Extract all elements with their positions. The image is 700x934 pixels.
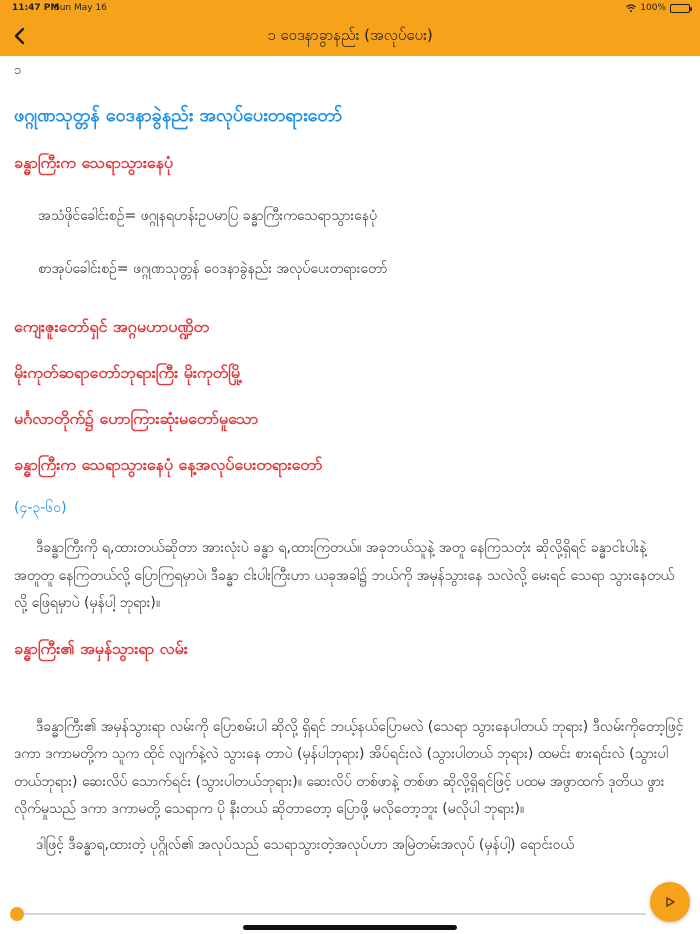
sermon-title: ဖဂ္ဂုဏသုတ္တန် ဝေဒနာခွဲနည်း အလုပ်ပေးတရားတော်	[14, 105, 343, 126]
section-heading: ခန္ဓာကြီး၏ အမှန်သွားရာ လမ်း	[14, 638, 188, 658]
status-time: 11:47 PM	[12, 3, 60, 13]
book-title: စာအုပ်ခေါင်းစဉ်= ဖဂ္ဂုဏသုတ္တန် ဝေဒနာခွဲနည်း အလုပ်ပေးတရားတော်	[38, 261, 388, 277]
top-app-bar	[0, 0, 700, 56]
reader-content[interactable]	[0, 56, 700, 896]
progress-slider-thumb[interactable]	[10, 907, 24, 921]
sermon-subtitle: ခန္ဓာကြီးက သေရာသွားနေပုံ နေ့အလုပ်ပေးတရားတော်	[14, 455, 323, 474]
status-indicators	[626, 3, 690, 13]
author-title-line: ကျေးဇူးတော်ရှင် အဂ္ဂမဟာပဏ္ဍိတ	[14, 317, 210, 336]
body-paragraph: ဒီခန္ဓာကြီး၏ အမှန်သွားရာ လမ်းကို ပြောစမ်းပါ ဆိုလို့ ရှိရင် ဘယ့်နယ်ပြောမလဲ (သေရာ သွားနေပါတယ် ဘုရား) ဒီလမ်းကိုတော့ဖြင့် ဒကာ ဒကာမတို့က သူက ထိုင် လျက်နဲ့လဲ သွားနေ တာပဲ (မှန်ပါဘုရား) အိပ်ရင်းလဲ (သွားပါတယ် ဘုရား) ထမင်း စားရင်းလဲ (သွားပါတယ်ဘုရား) ဆေးလိပ် သောက်ရင်း (သွားပါတယ်ဘုရား)။ ဆေးလိပ် တစ်ဖာနဲ့ တစ်ဖာ ဆိုလို့ရှိရင်ဖြင့် ပထမ အဖွာထက် ဒုတိယ ဖွားလိုက်မှုသည် ဒကာ ဒကာမတို့ သေရာက ပို နီးတယ် ဆိုတာတော့ ပြောဖို့ မလိုတော့ဘူး (မလိုပါ ဘုရား)။	[14, 718, 684, 817]
battery-percent: 100%	[640, 3, 666, 13]
navigation-bar	[0, 18, 700, 54]
audio-player-bar	[0, 896, 700, 934]
home-indicator	[243, 925, 457, 930]
section-heading: ခန္ဓာကြီးက သေရာသွားနေပုံ	[14, 153, 173, 172]
chapter-number: ၁	[14, 63, 22, 78]
body-paragraph: ဒါဖြင့် ဒီခန္ဓာရ,ထားတဲ့ ပုဂ္ဂိုလ်၏ အလုပ်သည် သေရာသွားတဲ့အလုပ်ဟာ အမြဲတမ်းအလုပ် (မှန်ပါ့) ရောင်းဝယ်	[36, 836, 575, 853]
audio-file-title: အသံဖိုင်ခေါင်းစဉ်= ဖဂ္ဂုနရဟန်းဥပမာပြ ခန္ဓာကြီးကသေရာသွားနေပုံ	[38, 208, 377, 224]
location-line: မင်္ဂလာတိုက်၌ ဟောကြားဆုံးမတော်မူသော	[14, 409, 259, 428]
sermon-date: (၄-၃-၆၀)	[14, 500, 67, 516]
page-title: ၁ ဝေဒနာခွာနည်း (အလုပ်ပေး)	[267, 26, 433, 44]
play-button[interactable]	[650, 882, 690, 922]
status-bar	[0, 0, 700, 16]
play-icon	[664, 896, 676, 908]
battery-icon	[670, 4, 690, 13]
status-date: Sun May 16	[54, 3, 107, 13]
wifi-icon	[626, 4, 636, 12]
author-name-line: မိုးကုတ်ဆရာတော်ဘုရားကြီး မိုးကုတ်မြို့	[14, 363, 243, 382]
progress-slider-track[interactable]	[16, 913, 646, 915]
body-paragraph: ဒီခန္ဓာကြီးကို ရ,ထားတယ်ဆိုတာ အားလုံးပဲ ခန္ဓာ ရ,ထားကြတယ်။ အခုဘယ်သူနဲ့ အတူ နေကြသတုံး ဆိုလို့ရှိရင် ခန္ဓာငါးပါးနဲ့ အတူတူ နေကြတယ်လို့ ပြောကြရမှာပဲ၊ ဒီခန္ဓာ ငါးပါးကြီးဟာ ယခုအခါ၌ ဘယ်ကို အမှန်သွားနေ သလဲလို့ မေးရင် သေရာ သွားနေတယ်လို့ ဖြေရမှာပဲ (မှန်ပါ့ ဘုရား)။	[14, 540, 675, 611]
